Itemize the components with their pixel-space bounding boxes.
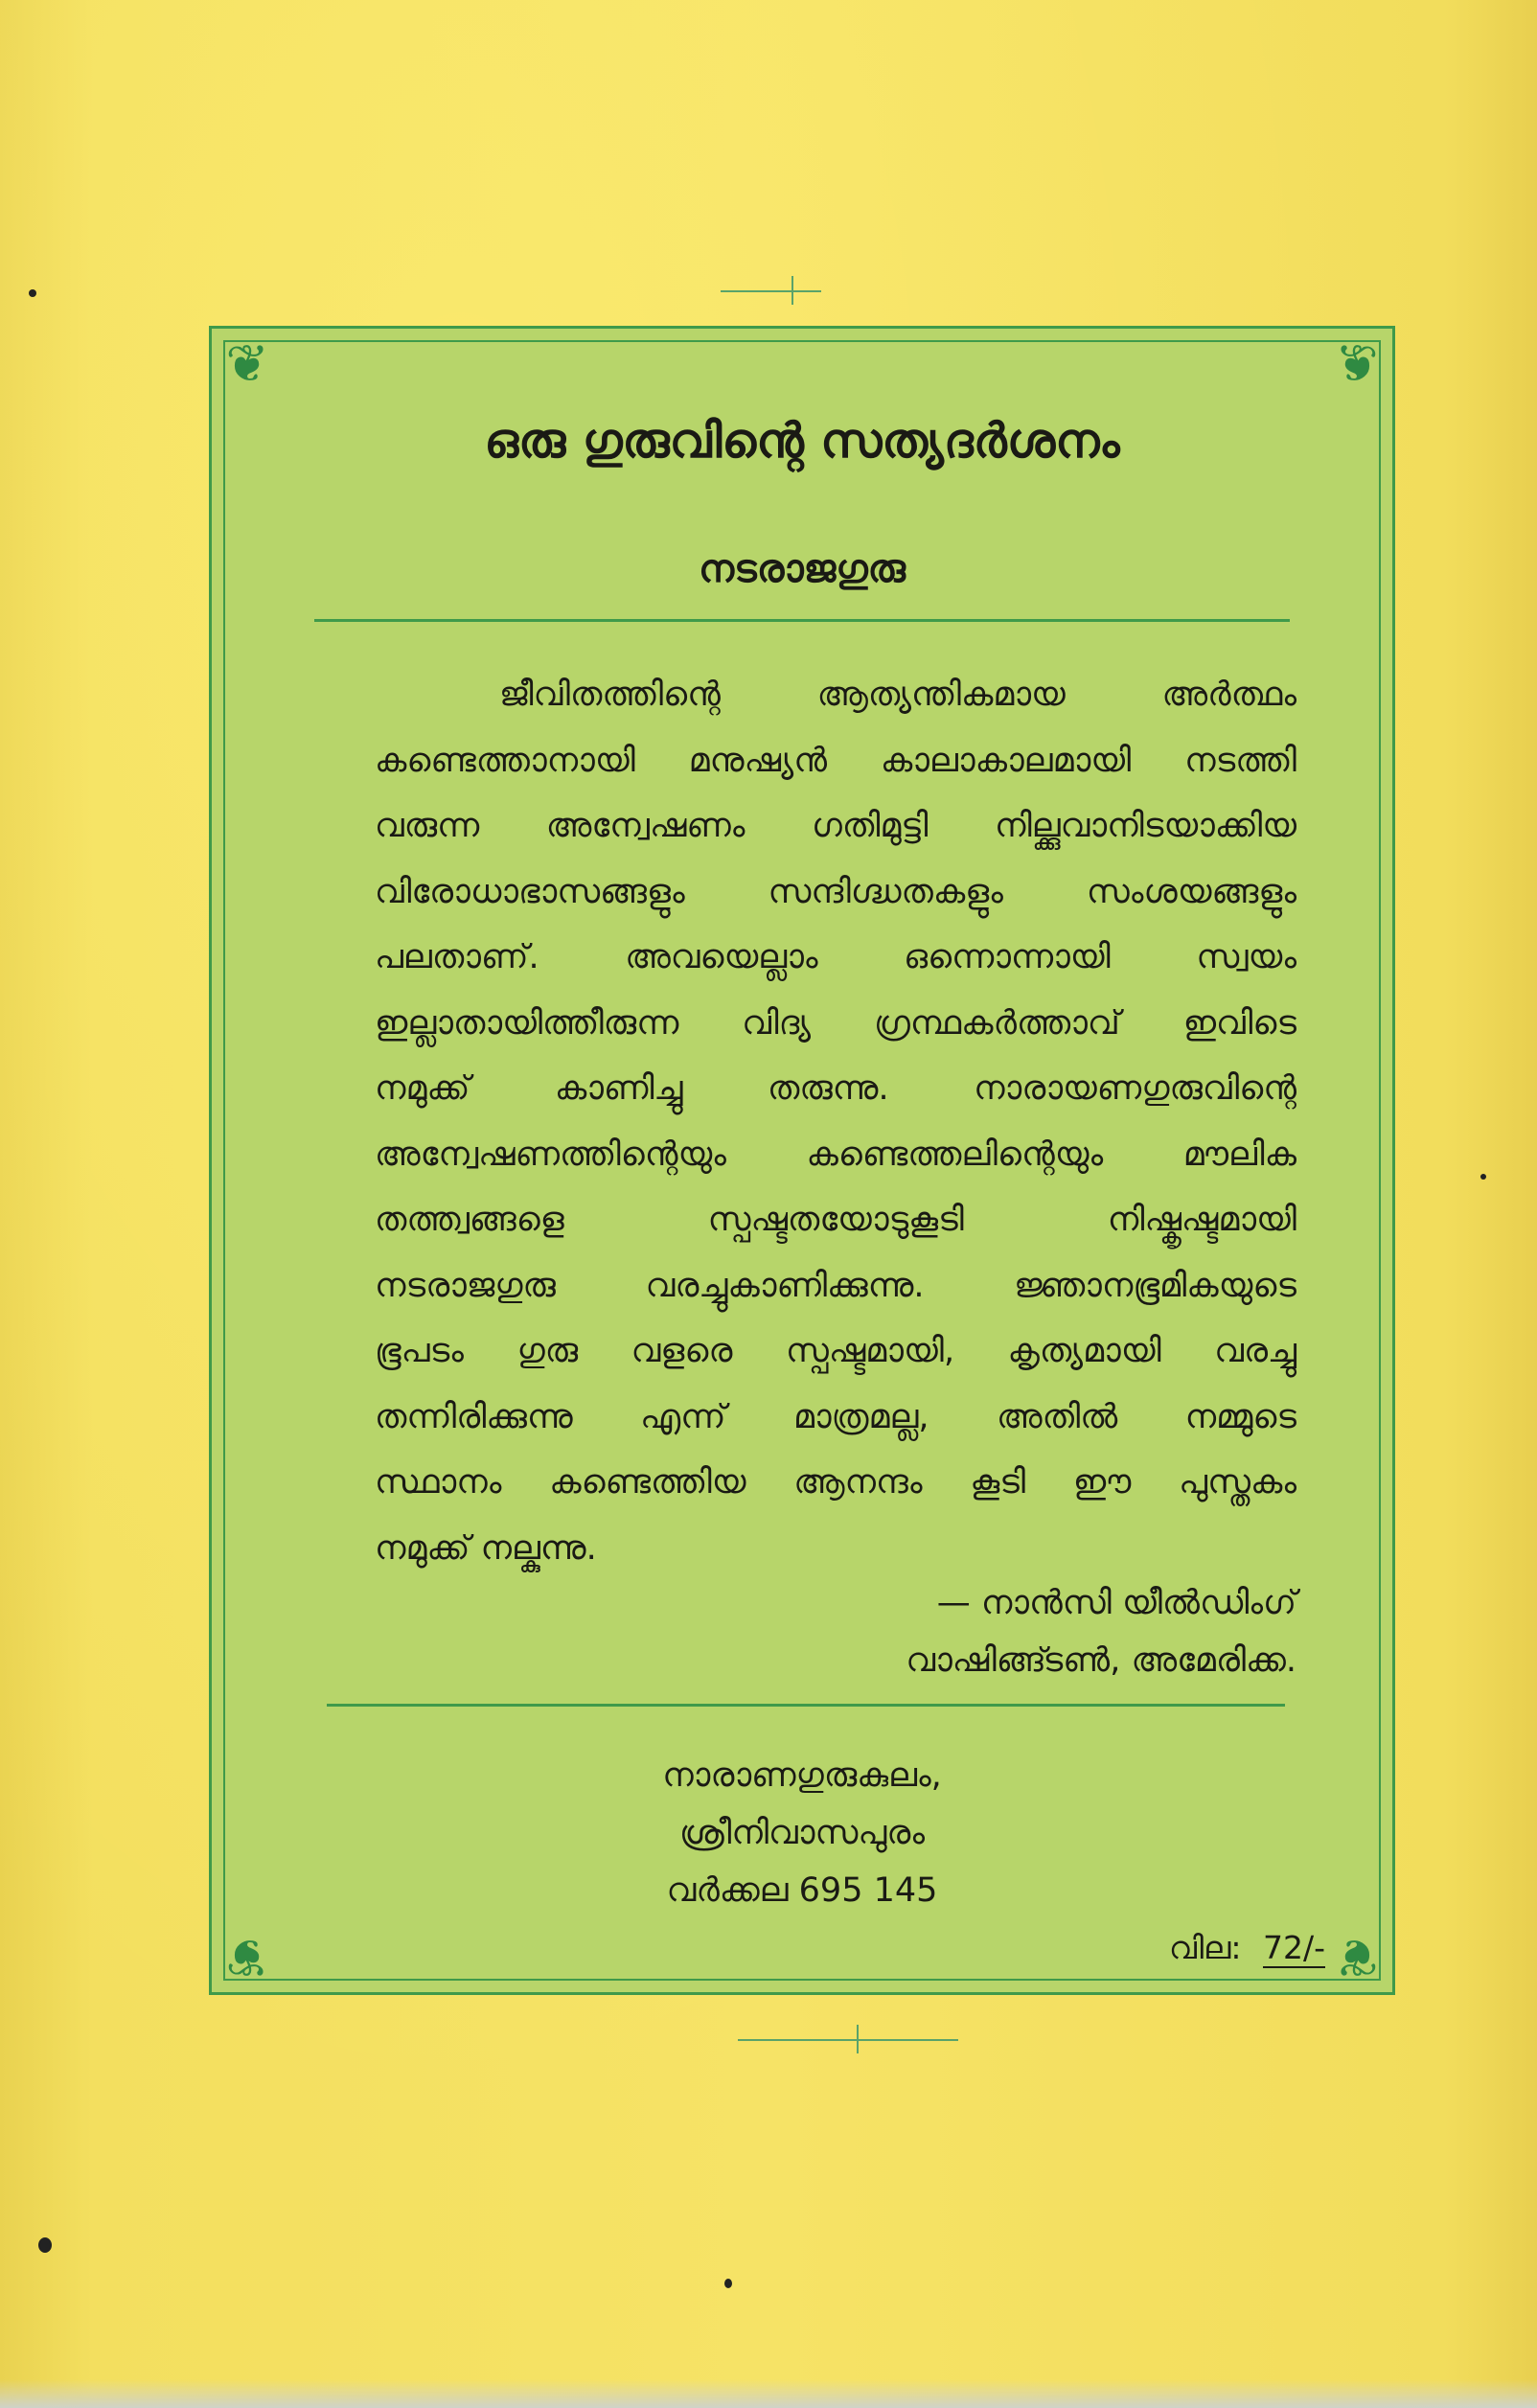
book-title: ഒരു ഗുരുവിന്റെ സത്യദർശനം [484, 413, 1120, 469]
floral-corner-icon: ❦ [225, 333, 269, 394]
blurb-line: നമുക്ക് കാണിച്ചു തരുന്നു. നാരായണഗുരുവിന്റെ [375, 1069, 1296, 1108]
blurb-line: നമുക്ക് നല്കുന്നു. [375, 1528, 597, 1568]
speck [38, 2237, 52, 2253]
blurb-line: ഇല്ലാതായിത്തീരുന്ന വിദ്യ ഗ്രന്ഥകർത്താവ് ഇവിടെ [375, 1003, 1296, 1043]
price-value: 72/- [1262, 1929, 1325, 1966]
blurb-line: നടരാജഗുരു വരച്ചുകാണിക്കുന്നു. ജ്ഞാനഭൂമികയുടെ [375, 1266, 1296, 1305]
blurb-line: വിരോധാഭാസങ്ങളും സന്ദിഗ്ദ്ധതകളും സംശയങ്ങളും [375, 872, 1296, 911]
divider-top [314, 619, 1290, 622]
blurb-line: തന്നിരിക്കുന്നു എന്ന് മാത്രമല്ല, അതിൽ നമ്മുടെ [375, 1397, 1296, 1436]
floral-corner-icon: ❦ [1335, 333, 1379, 394]
blurb-line: ജീവിതത്തിന്റെ ആത്യന്തികമായ അർത്ഥം [499, 676, 1296, 714]
crop-mark-top [721, 290, 821, 292]
floral-corner-icon: ❦ [225, 1927, 269, 1987]
blurb-line: ഭൂപടം ഗുരു വളരെ സ്പഷ്ടമായി, കൃത്യമായി വരച്ചു [375, 1332, 1296, 1370]
blurb-panel [209, 326, 1395, 1995]
speck [1480, 1174, 1486, 1180]
publisher-city-pin: വർക്കല 695 145 [666, 1871, 938, 1910]
publisher-locality: ശ്രീനിവാസപുരം [678, 1814, 926, 1852]
divider-bottom [327, 1704, 1285, 1707]
publisher-name: നാരാണഗുരുകുലം, [662, 1756, 942, 1795]
crop-mark-bottom [738, 2039, 958, 2041]
blurb-text [375, 662, 1296, 1581]
attribution-name: — നാൻസി യീൽഡിംഗ് [936, 1584, 1296, 1622]
crop-mark-top-tick [791, 276, 793, 305]
blurb-line: സ്ഥാനം കണ്ടെത്തിയ ആനന്ദം കൂടി ഈ പുസ്തകം [375, 1463, 1296, 1502]
blurb-line: അന്വേഷണത്തിന്റെയും കണ്ടെത്തലിന്റെയും മൗലിക [375, 1135, 1296, 1174]
speck [29, 289, 36, 297]
blurb-line: വരുന്ന അന്വേഷണം ഗതിമുട്ടി നില്ക്കുവാനിടയാക്കിയ [375, 807, 1296, 845]
crop-mark-bottom-tick [857, 2025, 859, 2053]
book-author: നടരാജഗുരു [699, 547, 906, 591]
blurb-line: കണ്ടെത്താനായി മനുഷ്യൻ കാലാകാലമായി നടത്തി [375, 741, 1296, 780]
price-label: വില: [1169, 1929, 1242, 1966]
publisher-address [212, 1747, 1392, 1919]
floral-corner-icon: ❦ [1335, 1927, 1379, 1987]
blurb-line: പലതാണ്. അവയെല്ലാം ഒന്നൊന്നായി സ്വയം [375, 938, 1296, 976]
blurb-line: തത്ത്വങ്ങളെ സ്പഷ്ടതയോടുകൂടി നിഷ്കൃഷ്ടമായി [375, 1201, 1296, 1239]
attribution-place: വാഷിങ്ങ്ടൺ, അമേരിക്ക. [906, 1641, 1296, 1680]
attribution [906, 1574, 1296, 1689]
speck [724, 2279, 732, 2288]
price [1169, 1929, 1325, 1967]
